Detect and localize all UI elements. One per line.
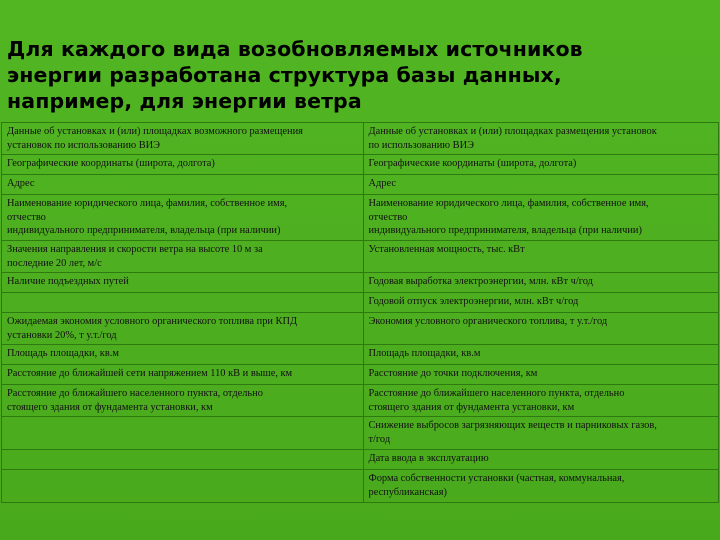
cell-text: Наименование юридического лица, фамилия, собственное имя, <box>368 198 649 209</box>
cell-existing-installation <box>363 470 719 503</box>
cell-existing-installation <box>363 175 719 195</box>
table-row <box>2 195 719 241</box>
table-row <box>2 273 719 293</box>
cell-text: т/год <box>368 433 391 445</box>
cell-existing-installation <box>363 417 719 450</box>
cell-planned-site <box>2 365 364 385</box>
cell-planned-site <box>2 273 364 293</box>
database-structure-table <box>1 122 719 503</box>
cell-text: Расстояние до ближайшего населенного пункта, отдельно <box>7 388 263 399</box>
cell-text: индивидуального предпринимателя, владельца (при наличии) <box>7 225 281 236</box>
cell-existing-installation <box>363 273 719 293</box>
cell-planned-site <box>2 123 364 155</box>
title-line-2: энергии разработана структура базы данных, <box>7 63 562 87</box>
cell-planned-site <box>2 241 364 273</box>
cell-text: Географические координаты (широта, долгота) <box>368 158 577 169</box>
table-row <box>2 123 719 155</box>
cell-text: последние 20 лет, м/с <box>7 257 102 269</box>
cell-text: Значения направления и скорости ветра на высоте 10 м за <box>7 244 263 255</box>
cell-text: отчество <box>368 211 408 223</box>
cell-planned-site <box>2 417 364 450</box>
cell-text: Дата ввода в эксплуатацию <box>368 453 489 464</box>
cell-text: Снижение выбросов загрязняющих веществ и парниковых газов, <box>368 420 657 431</box>
table-row <box>2 470 719 503</box>
cell-planned-site <box>2 195 364 241</box>
cell-text: отчество <box>7 211 46 223</box>
cell-text: стоящего здания от фундамента установки, км <box>368 401 575 413</box>
table-row <box>2 385 719 417</box>
title-line-3: например, для энергии ветра <box>7 89 362 113</box>
cell-existing-installation <box>363 385 719 417</box>
cell-text: Расстояние до ближайшей сети напряжением 110 кВ и выше, км <box>7 368 293 379</box>
title-line-1: Для каждого вида возобновляемых источников <box>7 37 583 61</box>
cell-text: республиканская) <box>368 486 447 498</box>
cell-text: по использованию ВИЭ <box>368 139 474 151</box>
table-row <box>2 293 719 313</box>
cell-existing-installation <box>363 155 719 175</box>
cell-existing-installation <box>363 123 719 155</box>
cell-planned-site <box>2 450 364 470</box>
cell-text: Данные об установках и (или) площадках размещения установок <box>368 126 657 137</box>
table-row <box>2 365 719 385</box>
cell-text: стоящего здания от фундамента установки, км <box>7 401 213 413</box>
cell-text: Данные об установках и (или) площадках возможного размещения <box>7 126 303 137</box>
cell-text: Расстояние до ближайшего населенного пункта, отдельно <box>368 388 625 399</box>
table-row <box>2 241 719 273</box>
table-row <box>2 155 719 175</box>
table-row <box>2 175 719 195</box>
table-row <box>2 417 719 450</box>
cell-text: Годовая выработка электроэнергии, млн. кВт ч/год <box>368 276 593 287</box>
cell-text: Установленная мощность, тыс. кВт <box>368 244 525 255</box>
cell-planned-site <box>2 385 364 417</box>
table-row <box>2 313 719 345</box>
cell-existing-installation <box>363 241 719 273</box>
cell-text: Географические координаты (широта, долгота) <box>7 158 215 169</box>
cell-text: Адрес <box>368 178 396 189</box>
cell-text: Площадь площадки, кв.м <box>7 348 119 359</box>
cell-text: установки 20%, т у.т./год <box>7 329 117 341</box>
cell-existing-installation <box>363 450 719 470</box>
cell-planned-site <box>2 155 364 175</box>
cell-existing-installation <box>363 293 719 313</box>
cell-existing-installation <box>363 313 719 345</box>
cell-planned-site <box>2 313 364 345</box>
cell-text: Экономия условного органического топлива, т у.т./год <box>368 316 608 327</box>
cell-text: Форма собственности установки (частная, коммунальная, <box>368 473 625 484</box>
table-row <box>2 345 719 365</box>
cell-text: Наличие подъездных путей <box>7 276 129 287</box>
slide-title <box>7 36 707 114</box>
cell-planned-site <box>2 470 364 503</box>
cell-text: Расстояние до точки подключения, км <box>368 368 538 379</box>
table-row <box>2 450 719 470</box>
cell-existing-installation <box>363 345 719 365</box>
cell-text: Адрес <box>7 178 35 189</box>
cell-planned-site <box>2 345 364 365</box>
cell-text: индивидуального предпринимателя, владельца (при наличии) <box>368 225 642 236</box>
table-body <box>2 123 719 503</box>
cell-existing-installation <box>363 365 719 385</box>
cell-existing-installation <box>363 195 719 241</box>
cell-text: Годовой отпуск электроэнергии, млн. кВт ч/год <box>368 296 579 307</box>
cell-text: Наименование юридического лица, фамилия, собственное имя, <box>7 198 288 209</box>
cell-text: Площадь площадки, кв.м <box>368 348 481 359</box>
cell-text: установок по использованию ВИЭ <box>7 139 160 151</box>
cell-text: Ожидаемая экономия условного органического топлива при КПД <box>7 316 298 327</box>
cell-planned-site <box>2 175 364 195</box>
cell-planned-site <box>2 293 364 313</box>
